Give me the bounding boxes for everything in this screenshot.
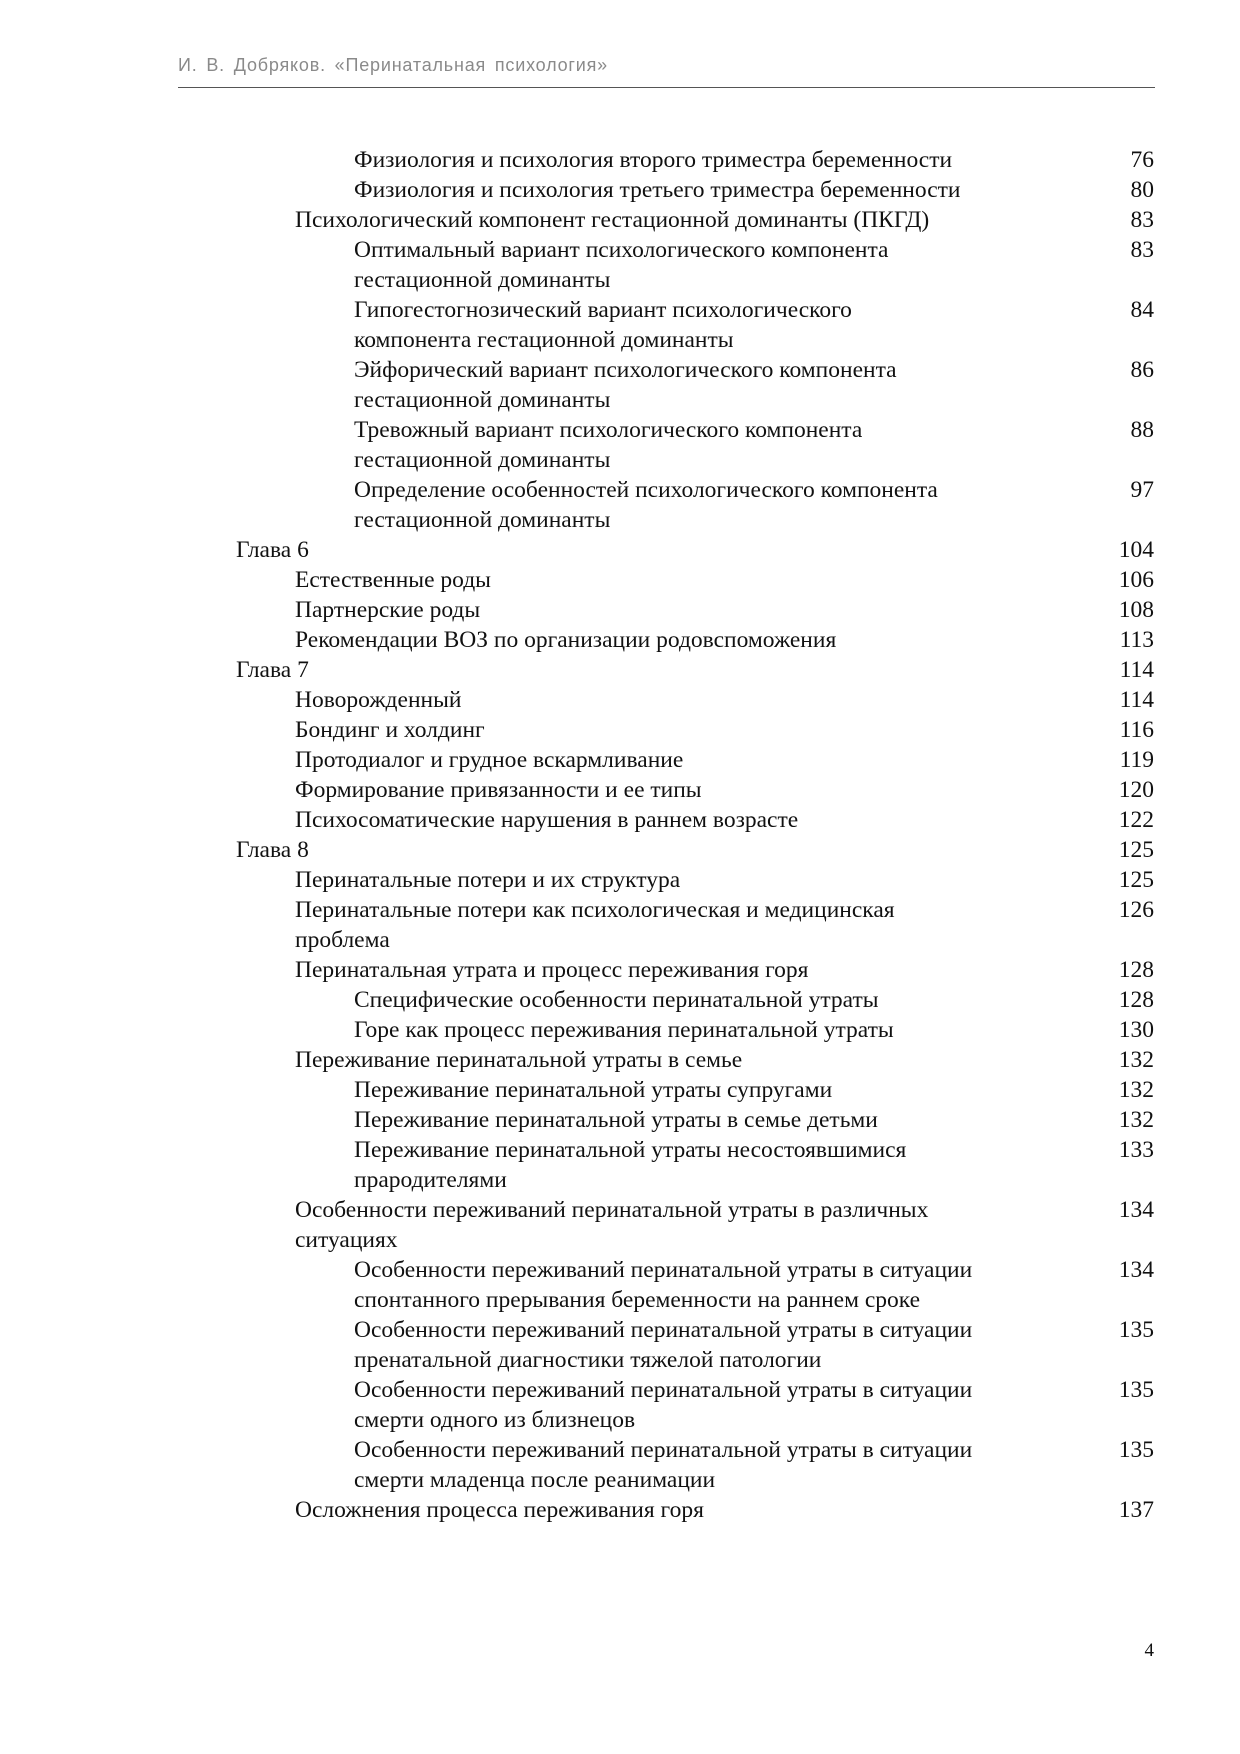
- toc-entry[interactable]: [0, 1435, 1240, 1495]
- toc-entry[interactable]: [0, 295, 1240, 355]
- toc-entry-title: Переживание перинатальной утраты супругами: [354, 1077, 833, 1103]
- toc-entry[interactable]: [0, 805, 1240, 835]
- toc-entry[interactable]: [0, 865, 1240, 895]
- toc-entry-page: 114: [1119, 657, 1154, 683]
- toc-entry-page: 135: [1118, 1437, 1154, 1463]
- toc-entry-page: 106: [1118, 567, 1154, 593]
- toc-entry-page: 133: [1118, 1137, 1154, 1163]
- toc-entry-page: 76: [1130, 147, 1154, 173]
- toc-entry-title: Естественные роды: [295, 567, 491, 593]
- toc-entry-title: Особенности переживаний перинатальной утраты в различных ситуациях: [295, 1197, 929, 1253]
- toc-entry-page: 132: [1118, 1107, 1154, 1133]
- toc-entry-title: Перинатальные потери и их структура: [295, 867, 681, 893]
- toc-entry[interactable]: [0, 745, 1240, 775]
- toc-entry-page: 134: [1118, 1257, 1154, 1283]
- toc-entry[interactable]: [0, 145, 1240, 175]
- toc-entry-page: 120: [1118, 777, 1154, 803]
- toc-entry-page: 128: [1118, 957, 1154, 983]
- table-of-contents: [0, 145, 1240, 1525]
- header-rule: [178, 87, 1155, 88]
- toc-entry-page: 104: [1118, 537, 1154, 563]
- toc-entry[interactable]: [0, 775, 1240, 805]
- toc-entry-title: Психосоматические нарушения в раннем возрасте: [295, 807, 799, 833]
- toc-entry-page: 122: [1118, 807, 1154, 833]
- toc-entry[interactable]: [0, 1045, 1240, 1075]
- toc-entry-page: 132: [1118, 1077, 1154, 1103]
- toc-entry-page: 130: [1118, 1017, 1154, 1043]
- toc-entry[interactable]: [0, 565, 1240, 595]
- toc-entry[interactable]: [0, 1375, 1240, 1435]
- toc-entry-title: Перинатальные потери как психологическая и медицинская проблема: [295, 897, 895, 953]
- toc-entry[interactable]: [0, 835, 1240, 865]
- toc-entry-page: 88: [1130, 417, 1154, 443]
- toc-entry-page: 126: [1118, 897, 1154, 923]
- toc-entry[interactable]: [0, 535, 1240, 565]
- toc-entry-page: 113: [1119, 627, 1154, 653]
- toc-entry[interactable]: [0, 595, 1240, 625]
- toc-entry-title: Эйфорический вариант психологического компонента гестационной доминанты: [354, 357, 897, 413]
- toc-entry[interactable]: [0, 685, 1240, 715]
- toc-entry[interactable]: [0, 1075, 1240, 1105]
- toc-entry-page: 128: [1118, 987, 1154, 1013]
- toc-entry-title: Определение особенностей психологического компонента гестационной доминанты: [354, 477, 938, 533]
- toc-entry-page: 80: [1130, 177, 1154, 203]
- toc-entry-title: Гипогестогнозический вариант психологического компонента гестационной доминанты: [354, 297, 852, 353]
- toc-entry-title: Рекомендации ВОЗ по организации родовспоможения: [295, 627, 837, 653]
- toc-entry-title: Психологический компонент гестационной доминанты (ПКГД): [295, 207, 930, 233]
- toc-entry[interactable]: [0, 655, 1240, 685]
- toc-entry-title: Партнерские роды: [295, 597, 481, 623]
- toc-entry-page: 83: [1130, 207, 1154, 233]
- toc-entry-title: Формирование привязанности и ее типы: [295, 777, 702, 803]
- toc-entry[interactable]: [0, 1255, 1240, 1315]
- toc-entry-title: Физиология и психология второго триместра беременности: [354, 147, 953, 173]
- toc-entry[interactable]: [0, 475, 1240, 535]
- toc-entry-title: Оптимальный вариант психологического компонента гестационной доминанты: [354, 237, 889, 293]
- toc-entry[interactable]: [0, 955, 1240, 985]
- toc-entry[interactable]: [0, 1135, 1240, 1195]
- toc-entry[interactable]: [0, 895, 1240, 955]
- toc-entry-title: Горе как процесс переживания перинатальной утраты: [354, 1017, 894, 1043]
- toc-entry-title: Специфические особенности перинатальной утраты: [354, 987, 879, 1013]
- toc-entry-page: 84: [1130, 297, 1154, 323]
- toc-entry-page: 97: [1130, 477, 1154, 503]
- toc-entry-title: Особенности переживаний перинатальной утраты в ситуации смерти младенца после реанимации: [354, 1437, 973, 1493]
- running-header: И. В. Добряков. «Перинатальная психология»: [178, 55, 608, 75]
- toc-entry-title: Глава 8: [236, 837, 309, 863]
- toc-entry-title: Новорожденный: [295, 687, 462, 713]
- toc-entry-title: Особенности переживаний перинатальной утраты в ситуации смерти одного из близнецов: [354, 1377, 973, 1433]
- toc-entry-page: 108: [1118, 597, 1154, 623]
- toc-entry-title: Тревожный вариант психологического компонента гестационной доминанты: [354, 417, 863, 473]
- toc-entry[interactable]: [0, 985, 1240, 1015]
- toc-entry-title: Переживание перинатальной утраты в семье: [295, 1047, 743, 1073]
- toc-entry-title: Физиология и психология третьего триместра беременности: [354, 177, 961, 203]
- toc-entry[interactable]: [0, 1315, 1240, 1375]
- toc-entry[interactable]: [0, 175, 1240, 205]
- toc-entry-page: 134: [1118, 1197, 1154, 1223]
- toc-entry-title: Протодиалог и грудное вскармливание: [295, 747, 684, 773]
- toc-entry-page: 125: [1118, 867, 1154, 893]
- toc-entry-page: 116: [1119, 717, 1154, 743]
- toc-entry[interactable]: [0, 1495, 1240, 1525]
- toc-entry[interactable]: [0, 715, 1240, 745]
- toc-entry[interactable]: [0, 235, 1240, 295]
- toc-entry-title: Глава 6: [236, 537, 309, 563]
- toc-entry-page: 135: [1118, 1377, 1154, 1403]
- page-number: 4: [1144, 1640, 1154, 1661]
- toc-entry-page: 119: [1119, 747, 1154, 773]
- toc-entry-page: 114: [1119, 687, 1154, 713]
- toc-entry-title: Глава 7: [236, 657, 309, 683]
- toc-entry-page: 137: [1118, 1497, 1154, 1523]
- toc-entry-title: Переживание перинатальной утраты в семье детьми: [354, 1107, 878, 1133]
- toc-entry-title: Особенности переживаний перинатальной утраты в ситуации спонтанного прерывания беременности на раннем сроке: [354, 1257, 973, 1313]
- toc-entry[interactable]: [0, 415, 1240, 475]
- toc-entry-title: Переживание перинатальной утраты несостоявшимися прародителями: [354, 1137, 907, 1193]
- toc-entry[interactable]: [0, 625, 1240, 655]
- toc-entry-title: Бондинг и холдинг: [295, 717, 485, 743]
- toc-entry[interactable]: [0, 205, 1240, 235]
- toc-entry-title: Перинатальная утрата и процесс переживания горя: [295, 957, 809, 983]
- toc-entry-page: 135: [1118, 1317, 1154, 1343]
- toc-entry-title: Особенности переживаний перинатальной утраты в ситуации пренатальной диагностики тяжелой патологии: [354, 1317, 973, 1373]
- toc-entry[interactable]: [0, 1015, 1240, 1045]
- toc-entry-page: 125: [1118, 837, 1154, 863]
- toc-entry-page: 132: [1118, 1047, 1154, 1073]
- toc-entry[interactable]: [0, 1105, 1240, 1135]
- toc-entry-page: 86: [1130, 357, 1154, 383]
- toc-entry[interactable]: [0, 1195, 1240, 1255]
- toc-entry-title: Осложнения процесса переживания горя: [295, 1497, 704, 1523]
- toc-entry-page: 83: [1130, 237, 1154, 263]
- toc-entry[interactable]: [0, 355, 1240, 415]
